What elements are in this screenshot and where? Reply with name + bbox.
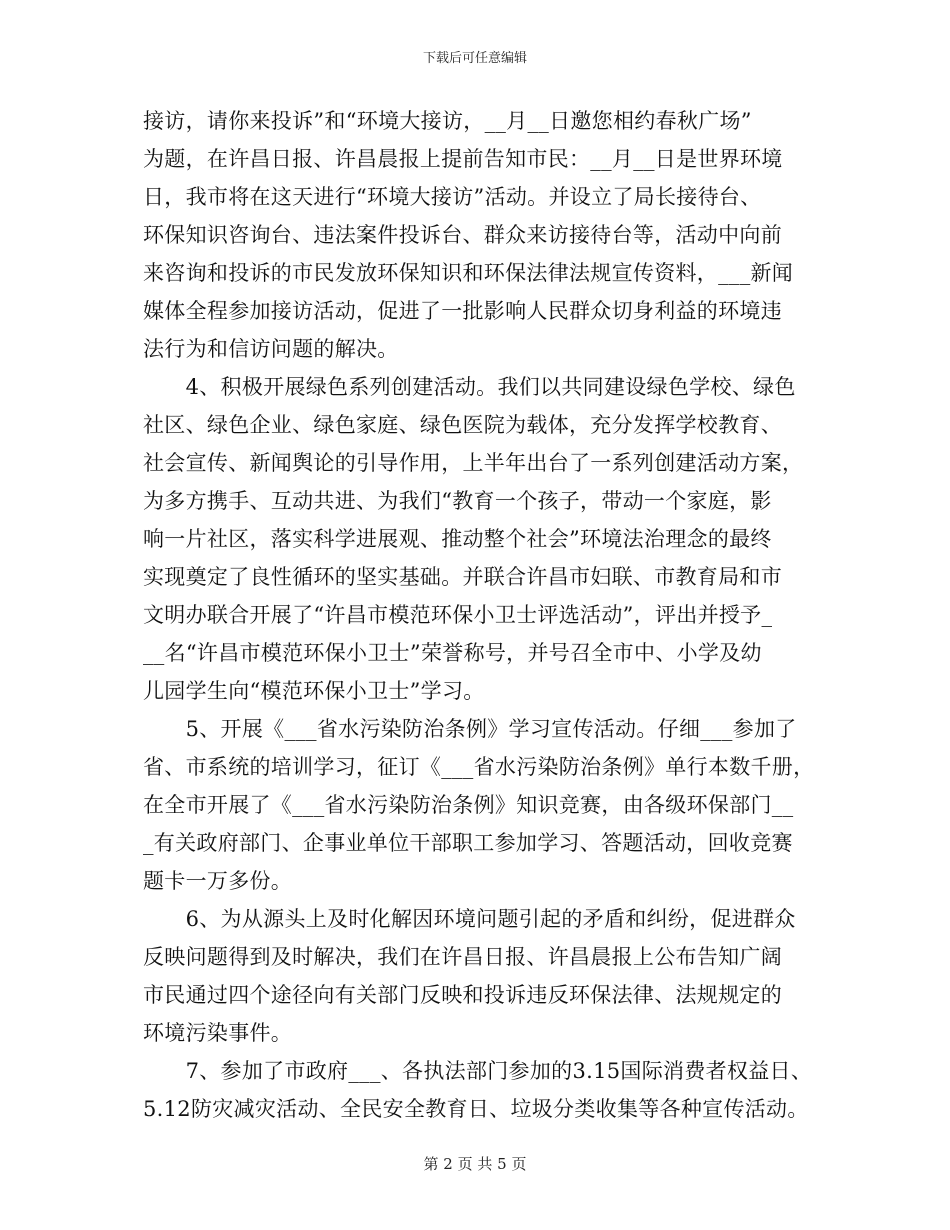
text-line: 实现奠定了良性循环的坚实基础。并联合许昌市妇联、市教育局和市 — [143, 565, 782, 589]
document-body — [143, 102, 813, 1128]
text-line: 响一片社区，落实科学进展观、推动整个社会”环境法治理念的最终 — [143, 527, 772, 551]
text-line: 文明办联合开展了“许昌市模范环保小卫士评选活动”，评出并授予_ — [143, 603, 773, 627]
text-line: __名“许昌市模范环保小卫士”荣誉称号，并号召全市中、小学及幼 — [143, 641, 762, 665]
text-line: 法行为和信访问题的解决。 — [143, 337, 399, 361]
text-line: 在全市开展了《___省水污染防治条例》知识竞赛，由各级环保部门__ — [143, 793, 794, 817]
text-line: 接访，请你来投诉”和“环境大接访，__月__日邀您相约春秋广场” — [143, 109, 752, 133]
text-line: 市民通过四个途径向有关部门反映和投诉违反环保法律、法规规定的 — [143, 983, 782, 1007]
text-line: 社会宣传、新闻舆论的引导作用，上半年出台了一系列创建活动方案， — [143, 451, 804, 475]
text-line: 来咨询和投诉的市民发放环保知识和环保法律法规宣传资料，___新闻 — [143, 261, 794, 285]
text-line: 5、开展《___省水污染防治条例》学习宣传活动。仔细___参加了 — [143, 717, 797, 741]
text-line: 社区、绿色企业、绿色家庭、绿色医院为载体，充分发挥学校教育、 — [143, 413, 782, 437]
text-line: 7、参加了市政府___、各执法部门参加的3.15国际消费者权益日、 — [143, 1059, 813, 1083]
text-line: 6、为从源头上及时化解因环境问题引起的矛盾和纠纷，促进群众 — [143, 907, 796, 931]
text-line: 题卡一万多份。 — [143, 869, 293, 893]
text-line: 媒体全程参加接访活动，促进了一批影响人民群众切身利益的环境违 — [143, 299, 782, 323]
text-line: _有关政府部门、企事业单位干部职工参加学习、答题活动，回收竞赛 — [143, 831, 793, 855]
text-line: 儿园学生向“模范环保小卫士”学习。 — [143, 679, 485, 703]
text-line: 省、市系统的培训学习，征订《___省水污染防治条例》单行本数千册， — [143, 755, 815, 779]
text-line: 为多方携手、互动共进、为我们“教育一个孩子，带动一个家庭，影 — [143, 489, 772, 513]
text-line: 反映问题得到及时解决，我们在许昌日报、许昌晨报上公布告知广阔 — [143, 945, 782, 969]
text-line: 环保知识咨询台、违法案件投诉台、群众来访接待台等，活动中向前 — [143, 223, 782, 247]
text-line: 环境污染事件。 — [143, 1021, 293, 1045]
page-footer: 第 2 页 共 5 页 — [423, 1155, 527, 1173]
text-line: 为题，在许昌日报、许昌晨报上提前告知市民：__月__日是世界环境 — [143, 147, 783, 171]
text-line: 4、积极开展绿色系列创建活动。我们以共同建设绿色学校、绿色 — [143, 375, 796, 399]
text-line: 日，我市将在这天进行“环境大接访”活动。并设立了局长接待台、 — [143, 185, 762, 209]
page-header: 下载后可任意编辑 — [422, 51, 527, 66]
text-line: 5.12防灾减灾活动、全民安全教育日、垃圾分类收集等各种宣传活动。 — [143, 1097, 809, 1121]
